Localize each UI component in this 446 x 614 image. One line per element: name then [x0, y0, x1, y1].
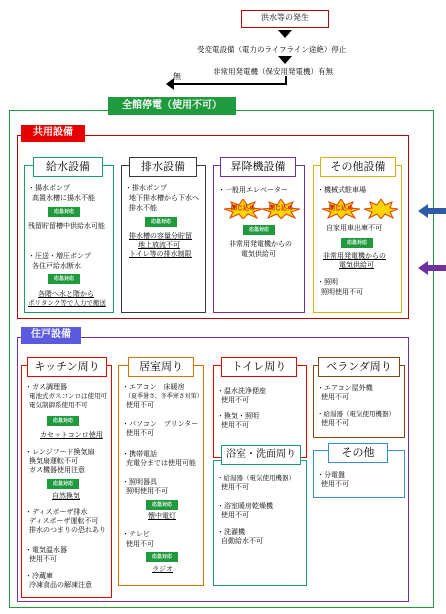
arrow-down-icon [278, 56, 292, 64]
kitchen-item: ・電気温水器 [25, 546, 67, 554]
living-item: ・パソコン プリンター [122, 420, 199, 428]
arrow-shaft [428, 265, 446, 271]
bath-item: ・浴室暖房乾燥機 [217, 502, 273, 510]
unit-other-title: その他 [328, 443, 388, 463]
other-detail: 照明使用不可 [321, 288, 363, 296]
drain-item: ・排水ポンプ [125, 184, 167, 192]
living-detail: （夏季暑さ、冬季寒さ対策） [125, 393, 203, 400]
other-item: ・機械式駐車場 [317, 186, 366, 194]
living-item: ・エアコン 床暖房 [122, 383, 185, 391]
toilet-detail: 使用不可 [221, 421, 249, 429]
emergency-badge: 応急対応 [243, 225, 275, 235]
other-detail: 電気供給可 [339, 261, 374, 269]
drain-detail: 地上放流不可 [138, 241, 180, 249]
veranda-item: ・給湯器（電気使用機器） [317, 410, 395, 418]
living-detail: 使用不可 [126, 429, 154, 437]
living-item: ・携帯電話 [122, 450, 157, 458]
toilet-title: トイレ周り [221, 357, 297, 377]
bath-detail: 使用不可 [221, 483, 249, 491]
veranda-detail: 使用不可 [321, 419, 349, 427]
flood-occurrence-label: 洪水等の発生 [261, 13, 309, 22]
kitchen-detail: ディスポーザ運転不可 [29, 517, 99, 525]
kitchen-detail: 電気制御系使用不可 [29, 401, 88, 409]
emergency-badge: 応急対応 [145, 217, 177, 227]
elevator-detail: 電気供給可 [241, 250, 276, 258]
drain-detail: 地下排水槽から下水へ [129, 194, 199, 202]
unit-other-detail: 使用不可 [321, 480, 349, 488]
drain-detail: トイレ等の排水制限 [129, 250, 192, 258]
trap-label: 閉じ込め [231, 205, 256, 212]
kitchen-detail: 電池式ガスコンロは使用可 [29, 392, 107, 400]
emergency-badge: 応急対応 [146, 552, 178, 562]
common-facilities-label: 共用設備 [21, 125, 85, 142]
living-item: ・照明器具 [122, 478, 157, 486]
burst-icon [364, 199, 398, 219]
emergency-badge: 応急対応 [146, 500, 178, 510]
water-detail: 高置水槽に揚水不能 [32, 194, 95, 202]
unit-facilities-label: 住戸設備 [21, 327, 81, 344]
kitchen-title: キッチン周り [27, 357, 107, 377]
water-detail: 各階へ水と階から [38, 290, 94, 298]
other-item: ・照明 [317, 278, 338, 286]
arrow-shaft [428, 208, 446, 214]
other-detail: 自家用車出庫不可 [326, 224, 382, 232]
kitchen-detail: 排水のつまりの恐れあり [29, 526, 106, 534]
trap-label: 閉じ込め [269, 205, 294, 212]
living-detail: ラジオ [152, 565, 173, 573]
kitchen-item: ・レンジフード換気扇 [25, 448, 95, 456]
elevator-detail: 非常用発電機からの [229, 240, 292, 248]
bath-item: ・給湯器（電気使用機器） [217, 474, 295, 482]
generator-text: 非常用発電機（保安用発電機）有無 [213, 67, 333, 76]
kitchen-detail: 換気扇運転不可 [29, 457, 78, 465]
living-item: ・テレビ [122, 530, 150, 538]
veranda-item: ・エアコン屋外機 [317, 384, 373, 392]
arrow-down-icon [278, 30, 292, 38]
water-item: ・揚水ポンプ [28, 184, 70, 192]
kitchen-detail: カセットコンロ使用 [40, 431, 103, 439]
emergency-badge: 応急対応 [48, 207, 80, 217]
elevator-title: 昇降機設備 [220, 157, 296, 177]
other-facilities-title: その他設備 [320, 157, 396, 177]
emergency-badge: 応急対応 [47, 416, 79, 426]
toilet-detail: 使用不可 [221, 396, 249, 404]
kitchen-item: ・冷蔵庫 [25, 572, 53, 580]
unit-other-item: ・分電盤 [317, 471, 345, 479]
kitchen-detail: 使用不可 [29, 555, 57, 563]
bath-title: 浴室・洗面周り [221, 445, 301, 465]
connector-line [170, 83, 287, 85]
living-detail: 使用不可 [126, 540, 154, 548]
kitchen-item: ・ガス調理器 [25, 383, 67, 391]
drain-detail: 排水槽の容量分貯留 [129, 232, 192, 240]
toilet-item: ・換気・照明 [217, 412, 259, 420]
other-detail: 非常用発電機からの [323, 252, 386, 260]
bath-detail: 使用不可 [221, 511, 249, 519]
bath-detail: 自動給水不可 [221, 537, 263, 545]
veranda-title: ベランダ周り [318, 357, 400, 377]
substation-text: 受変電設備（電力のライフライン途絶）停止 [197, 45, 347, 54]
emergency-badge: 応急対応 [341, 238, 373, 248]
water-detail: ポリタンク等で人力で搬送 [28, 299, 106, 307]
living-title: 居室周り [128, 357, 194, 377]
water-detail: 各住戸給水断水 [32, 262, 81, 270]
none-label: 無 [173, 72, 181, 81]
bath-item: ・洗濯機 [217, 528, 245, 536]
arrow-left-purple-icon [418, 261, 428, 275]
kitchen-detail: ガス機器使用注意 [29, 466, 85, 474]
kitchen-detail: 冷凍食品の解凍注意 [29, 581, 92, 589]
flood-occurrence-box [241, 10, 329, 28]
kitchen-detail: 自然換気 [52, 492, 80, 500]
toilet-item: ・温水洗浄便座 [217, 387, 266, 395]
emergency-badge: 応急対応 [47, 479, 79, 489]
living-detail: 懐中電灯 [148, 512, 176, 520]
drainage-title: 排水設備 [129, 157, 197, 177]
main-title: 全館停電（使用不可） [108, 97, 236, 115]
water-supply-title: 給水設備 [33, 157, 103, 177]
trap-label: 閉じ込め [329, 205, 354, 212]
living-detail: 使用不可 [126, 401, 154, 409]
elevator-item: ・一般用エレベーター [218, 186, 288, 194]
living-detail: 充電分までは使用可能 [126, 459, 196, 467]
veranda-detail: 使用不可 [321, 393, 349, 401]
emergency-badge: 応急対応 [48, 274, 80, 284]
water-item: ・圧送・増圧ポンプ [28, 252, 91, 260]
drain-detail: 排水不能 [129, 204, 157, 212]
water-detail: 残留貯留槽中供給水可能 [28, 222, 105, 230]
arrow-left-blue-icon [418, 204, 428, 218]
kitchen-item: ・ディスポーザ排水 [25, 508, 88, 516]
living-detail: 照明使用不可 [126, 487, 168, 495]
